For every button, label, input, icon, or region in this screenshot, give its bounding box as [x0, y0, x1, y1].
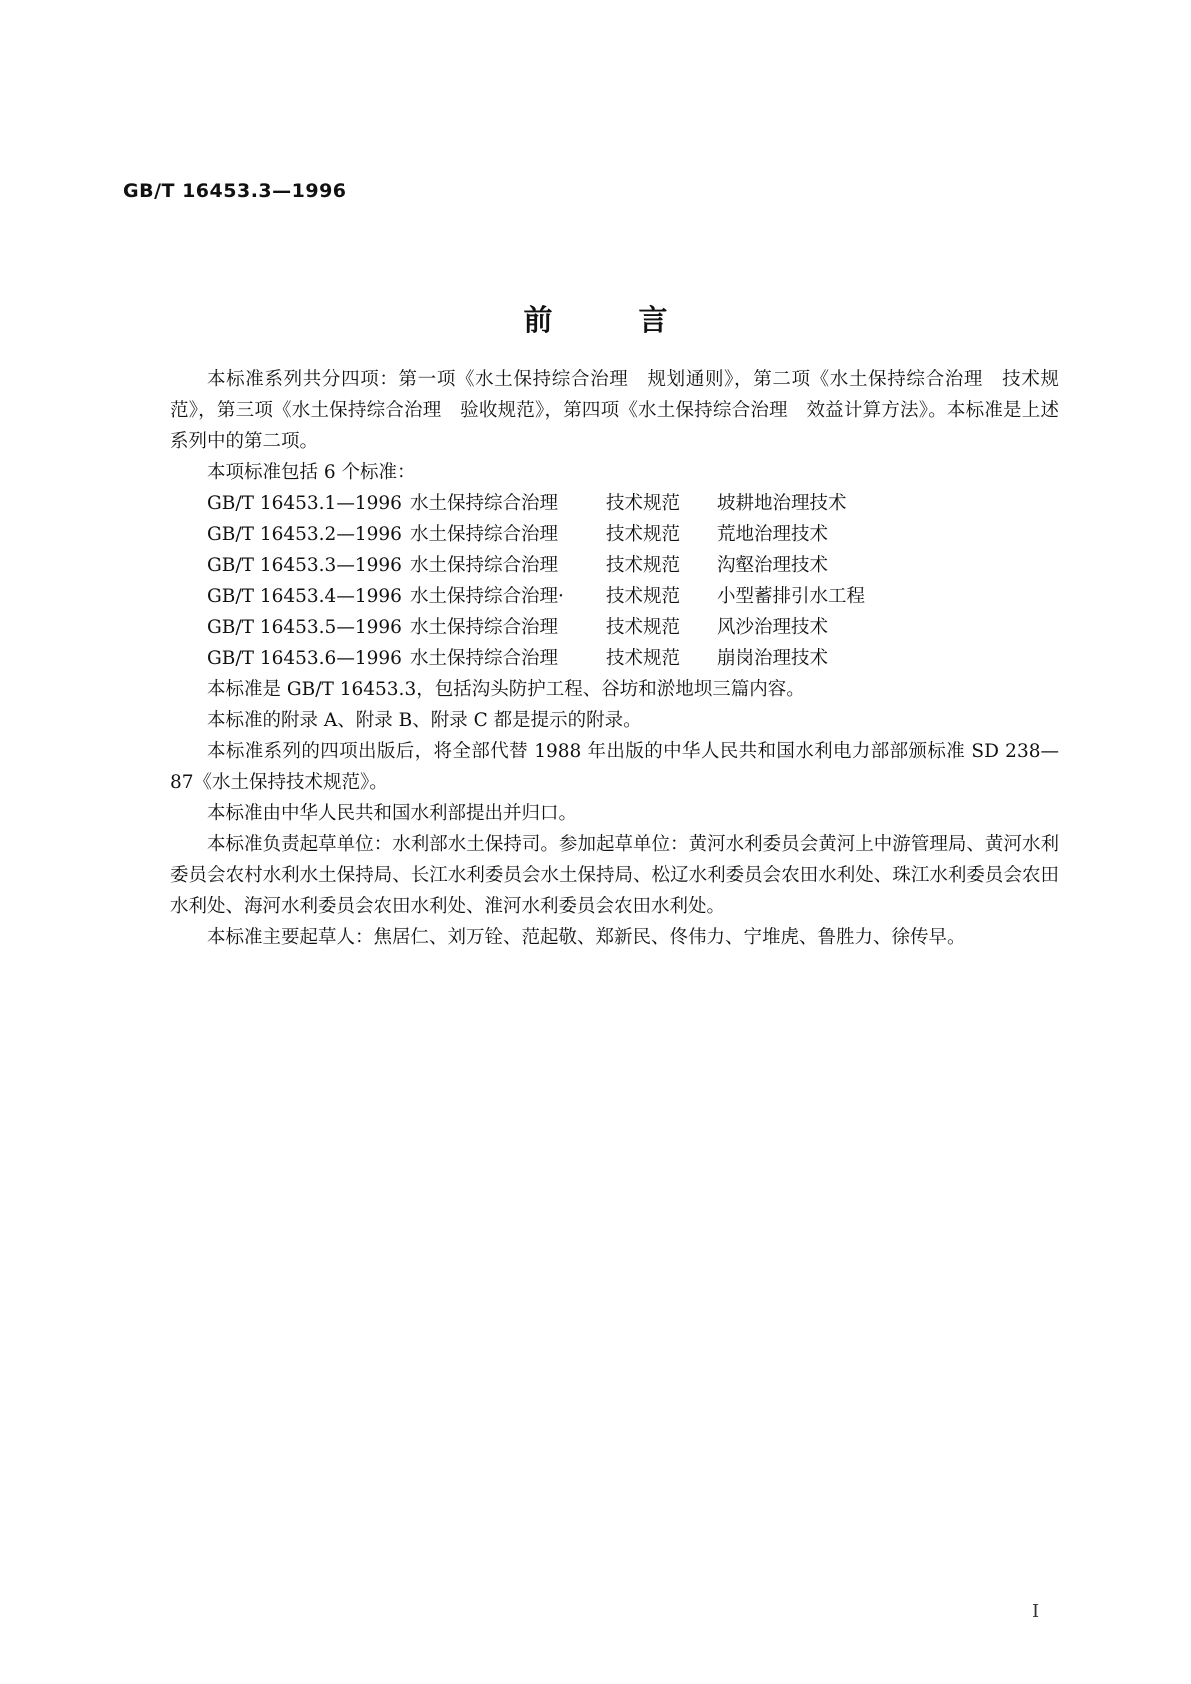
page-title: 前言 [523, 303, 754, 337]
standard-name: 水土保持综合治理 [410, 524, 559, 545]
standard-spec: 技术规范 [606, 648, 681, 669]
standard-topic: 坡耕地治理技术 [717, 493, 847, 514]
list-item [170, 550, 1059, 581]
standard-spec: 技术规范 [606, 555, 681, 576]
standard-code: GB/T 16453.1—1996 [207, 493, 402, 514]
standard-spec: 技术规范 [606, 586, 681, 607]
standard-topic: 崩岗治理技术 [717, 648, 829, 669]
paragraph: 本标准负责起草单位：水利部水土保持司。参加起草单位：黄河水利委员会黄河上中游管理局、黄河水利委员会农村水利水土保持局、长江水利委员会水土保持局、松辽水利委员会农田水利处、珠江水利委员会农田水利处、海河水利委员会农田水利处、淮河水利委员会农田水利处。 [170, 834, 1059, 917]
paragraph: 本标准系列的四项出版后，将全部代替 1988 年出版的中华人民共和国水利电力部部颁标准 SD 238—87《水土保持技术规范》。 [170, 741, 1059, 793]
standard-topic: 小型蓄排引水工程 [717, 586, 866, 607]
standard-name: 水土保持综合治理· [410, 586, 564, 607]
paragraph: 本标准主要起草人：焦居仁、刘万铨、范起敬、郑新民、佟伟力、宁堆虎、鲁胜力、徐传早。 [207, 927, 966, 948]
standard-code: GB/T 16453.5—1996 [207, 617, 402, 638]
standard-name: 水土保持综合治理 [410, 555, 559, 576]
standard-name: 水土保持综合治理 [410, 493, 559, 514]
standard-topic: 荒地治理技术 [717, 524, 829, 545]
list-item [170, 488, 1059, 519]
standard-name: 水土保持综合治理 [410, 617, 559, 638]
standard-code: GB/T 16453.2—1996 [207, 524, 402, 545]
document-id: GB/T 16453.3—1996 [123, 180, 347, 202]
standard-spec: 技术规范 [606, 524, 681, 545]
list-item [170, 612, 1059, 643]
list-item [170, 643, 1059, 674]
paragraph: 本项标准包括 6 个标准： [207, 462, 416, 483]
paragraph: 本标准由中华人民共和国水利部提出并归口。 [207, 803, 578, 824]
standard-topic: 沟壑治理技术 [717, 555, 829, 576]
page-number: I [1032, 1601, 1040, 1622]
standard-topic: 风沙治理技术 [717, 617, 829, 638]
standard-spec: 技术规范 [606, 617, 681, 638]
standard-code: GB/T 16453.3—1996 [207, 555, 402, 576]
standard-spec: 技术规范 [606, 493, 681, 514]
standard-name: 水土保持综合治理 [410, 648, 559, 669]
standards-list [170, 488, 1059, 674]
paragraph: 本标准是 GB/T 16453.3，包括沟头防护工程、谷坊和淤地坝三篇内容。 [207, 679, 805, 700]
list-item [170, 581, 1059, 612]
list-item [170, 519, 1059, 550]
paragraph: 本标准系列共分四项：第一项《水土保持综合治理 规划通则》，第二项《水土保持综合治理 技术规范》，第三项《水土保持综合治理 验收规范》，第四项《水土保持综合治理 效益计算方法》。本标准是上述系列中的第二项。 [170, 369, 1059, 452]
standard-code: GB/T 16453.4—1996 [207, 586, 402, 607]
foreword-body [170, 364, 1059, 953]
standard-code: GB/T 16453.6—1996 [207, 648, 402, 669]
paragraph: 本标准的附录 A、附录 B、附录 C 都是提示的附录。 [207, 710, 642, 731]
